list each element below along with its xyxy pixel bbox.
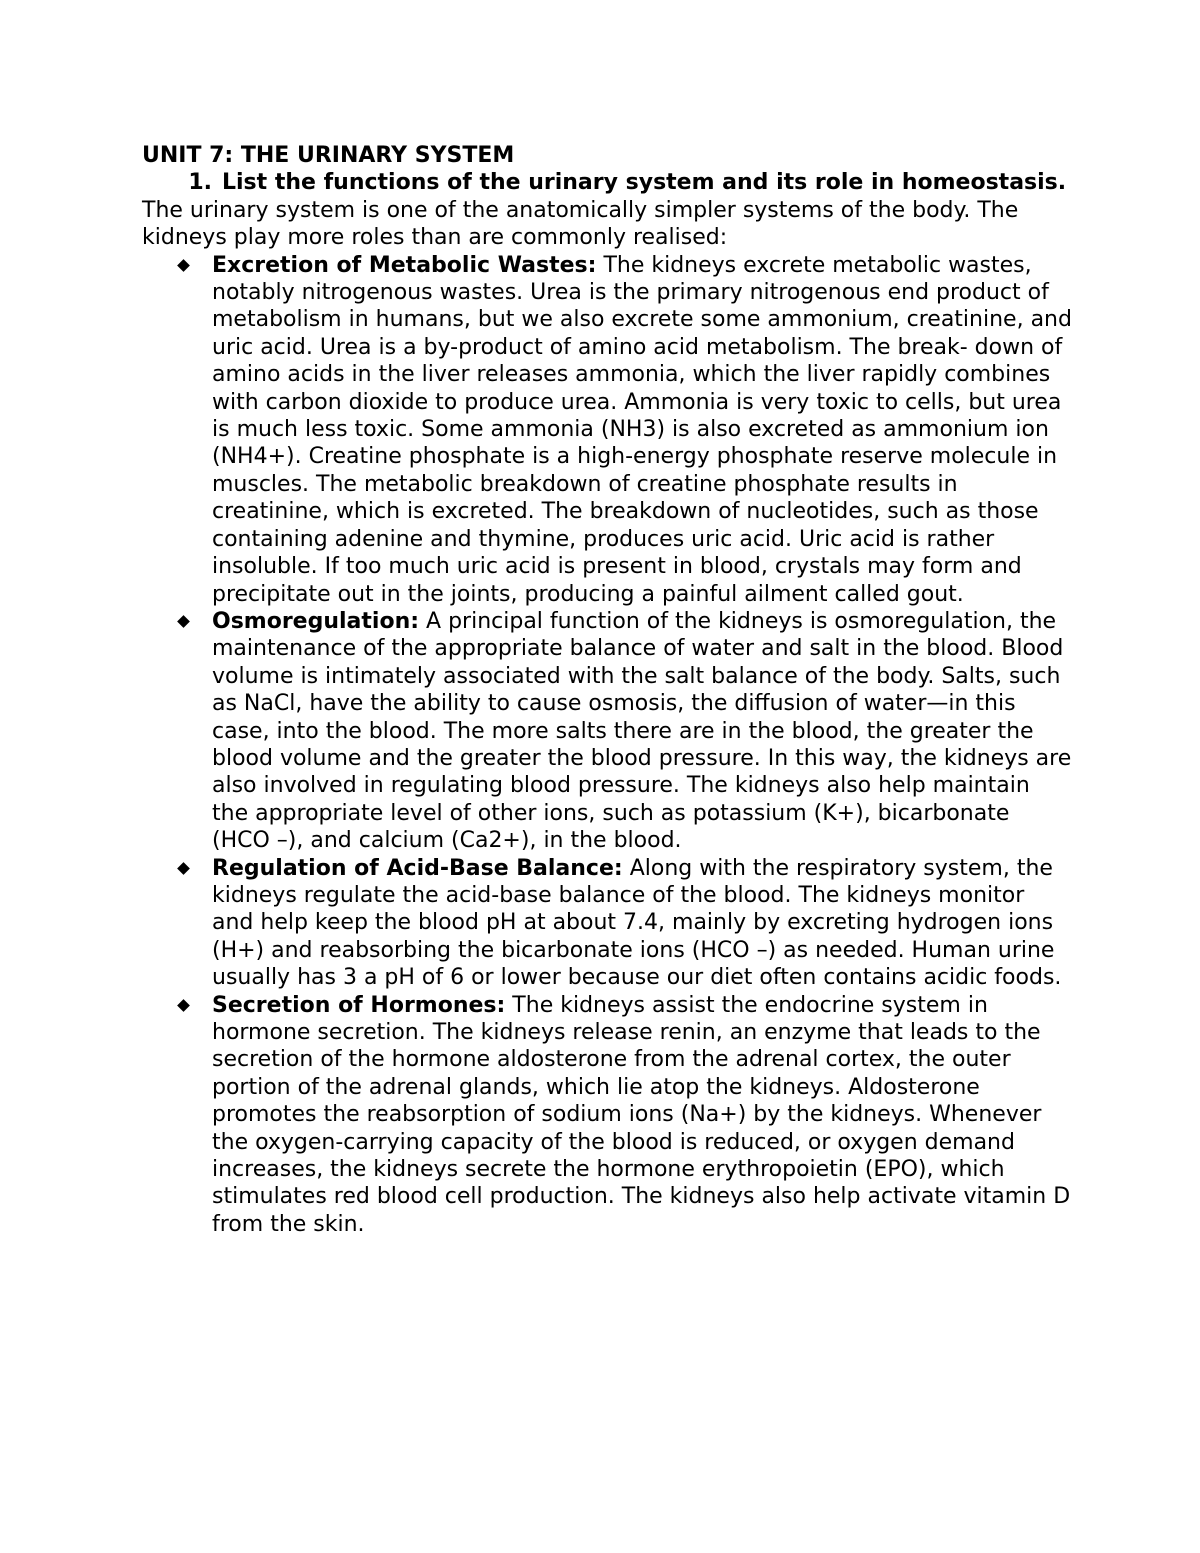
bullet-heading: Secretion of Hormones: (212, 992, 506, 1018)
question-item (142, 169, 1072, 196)
bullet-body: The kidneys excrete metabolic wastes, notably nitrogenous wastes. Urea is the primary nitrogenous end product of metabolism in humans, but we also excrete some ammonium, creatinine, and uric acid. Urea is a by-product of amino acid metabolism. The break- down of amino acids in the liver releases ammonia, which the liver rapidly combines with carbon dioxide to produce urea. Ammonia is very toxic to cells, but urea is much less toxic. Some ammonia (NH3) is also excreted as ammonium ion (NH4+). Creatine phosphate is a high-energy phosphate reserve molecule in muscles. The metabolic breakdown of creatine phosphate results in creatinine, which is excreted. The breakdown of nucleotides, such as those containing adenine and thymine, produces uric acid. Uric acid is rather insoluble. If too much uric acid is present in blood, crystals may form and precipitate out in the joints, producing a painful ailment called gout. (212, 252, 1072, 607)
diamond-bullet-icon (177, 862, 190, 875)
question-number: 1. (188, 170, 212, 196)
document-page (142, 142, 1072, 1238)
function-list (142, 252, 1072, 1239)
question-text-label: List the functions of the urinary system and its role in homeostasis. (222, 170, 1067, 196)
bullet-body: The kidneys assist the endocrine system in hormone secretion. The kidneys release renin, an enzyme that leads to the secretion of the hormone aldosterone from the adrenal cortex, the outer portion of the adrenal glands, which lie atop the kidneys. Aldosterone promotes the reabsorption of sodium ions (Na+) by the kidneys. Whenever the oxygen-carrying capacity of the blood is reduced, or oxygen demand increases, the kidneys secrete the hormone erythropoietin (EPO), which stimulates red blood cell production. The kidneys also help activate vitamin D from the skin. (212, 992, 1071, 1237)
diamond-bullet-icon (177, 999, 190, 1012)
document-title: UNIT 7: THE URINARY SYSTEM (142, 143, 515, 168)
diamond-bullet-icon (177, 259, 190, 272)
bullet-heading: Excretion of Metabolic Wastes: (212, 252, 597, 278)
diamond-bullet-icon (177, 615, 190, 628)
intro-paragraph: The urinary system is one of the anatomically simpler systems of the body. The kidneys play more roles than are commonly realised: (142, 197, 1019, 251)
list-item (142, 992, 1072, 1239)
bullet-body: Along with the respiratory system, the kidneys regulate the acid-base balance of the blood. The kidneys monitor and help keep the blood pH at about 7.4, mainly by excreting hydrogen ions (H+) and reabsorbing the bicarbonate ions (HCO –) as needed. Human urine usually has 3 a pH of 6 or lower because our diet often contains acidic foods. (212, 855, 1062, 991)
bullet-heading: Osmoregulation: (212, 608, 420, 634)
question-text (212, 169, 1072, 196)
list-item (142, 608, 1072, 855)
bullet-body: A principal function of the kidneys is osmoregulation, the maintenance of the appropriate balance of water and salt in the blood. Blood volume is intimately associated with the salt balance of the body. Salts, such as NaCl, have the ability to cause osmosis, the diffusion of water—in this case, into the blood. The more salts there are in the blood, the greater the blood volume and the greater the blood pressure. In this way, the kidneys are also involved in regulating blood pressure. The kidneys also help maintain the appropriate level of other ions, such as potassium (K+), bicarbonate (HCO –), and calcium (Ca2+), in the blood. (212, 608, 1072, 854)
bullet-heading: Regulation of Acid-Base Balance: (212, 855, 623, 881)
list-item (142, 855, 1072, 992)
list-item (142, 252, 1072, 608)
